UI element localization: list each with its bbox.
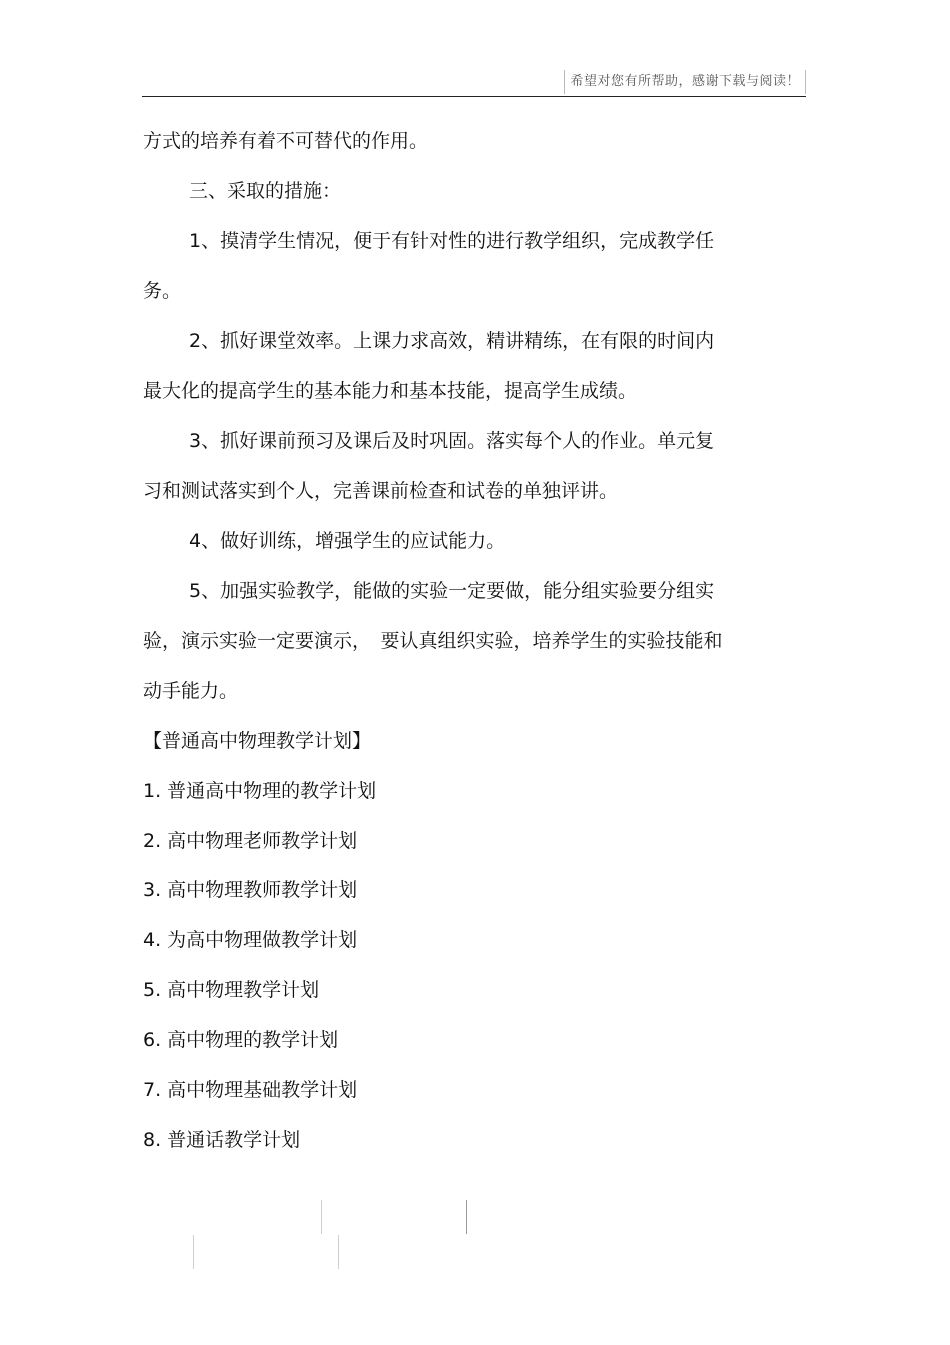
scan-artifact-line (466, 1200, 467, 1234)
related-title: 【普通高中物理教学计划】 (143, 730, 372, 752)
section-heading: 三、采取的措施： (189, 180, 342, 202)
page-header (142, 68, 806, 97)
paragraph-line: 3、抓好课前预习及课后及时巩固。落实每个人的作业。单元复 (189, 430, 715, 452)
paragraph-line: 2、抓好课堂效率。上课力求高效，精讲精练，在有限的时间内 (189, 330, 715, 352)
paragraph-line: 5、加强实验教学，能做的实验一定要做，能分组实验要分组实 (189, 580, 715, 602)
paragraph-line: 最大化的提高学生的基本能力和基本技能，提高学生成绩。 (143, 380, 638, 402)
header-note: 希望对您有所帮助，感谢下载与阅读！ (564, 70, 806, 94)
related-link[interactable]: 5. 高中物理教学计划 (143, 979, 320, 1001)
related-link[interactable]: 8. 普通话教学计划 (143, 1129, 301, 1151)
related-link[interactable]: 1. 普通高中物理的教学计划 (143, 780, 377, 802)
paragraph-line: 务。 (143, 280, 182, 302)
paragraph-line: 4、做好训练，增强学生的应试能力。 (189, 530, 506, 552)
paragraph-line: 习和测试落实到个人，完善课前检查和试卷的单独评讲。 (143, 480, 619, 502)
paragraph-line: 方式的培养有着不可替代的作用。 (143, 130, 429, 152)
scan-artifact-line (321, 1200, 322, 1234)
related-link[interactable]: 3. 高中物理教师教学计划 (143, 879, 358, 901)
scan-artifact-line (193, 1235, 194, 1269)
related-link[interactable]: 2. 高中物理老师教学计划 (143, 830, 358, 852)
paragraph-line: 1、摸清学生情况，便于有针对性的进行教学组织，完成教学任 (189, 230, 715, 252)
related-link[interactable]: 6. 高中物理的教学计划 (143, 1029, 339, 1051)
scan-artifact-line (338, 1235, 339, 1269)
related-link[interactable]: 7. 高中物理基础教学计划 (143, 1079, 358, 1101)
paragraph-line: 验，演示实验一定要演示， 要认真组织实验，培养学生的实验技能和 (143, 630, 723, 652)
paragraph-line: 动手能力。 (143, 680, 239, 702)
related-link[interactable]: 4. 为高中物理做教学计划 (143, 929, 358, 951)
